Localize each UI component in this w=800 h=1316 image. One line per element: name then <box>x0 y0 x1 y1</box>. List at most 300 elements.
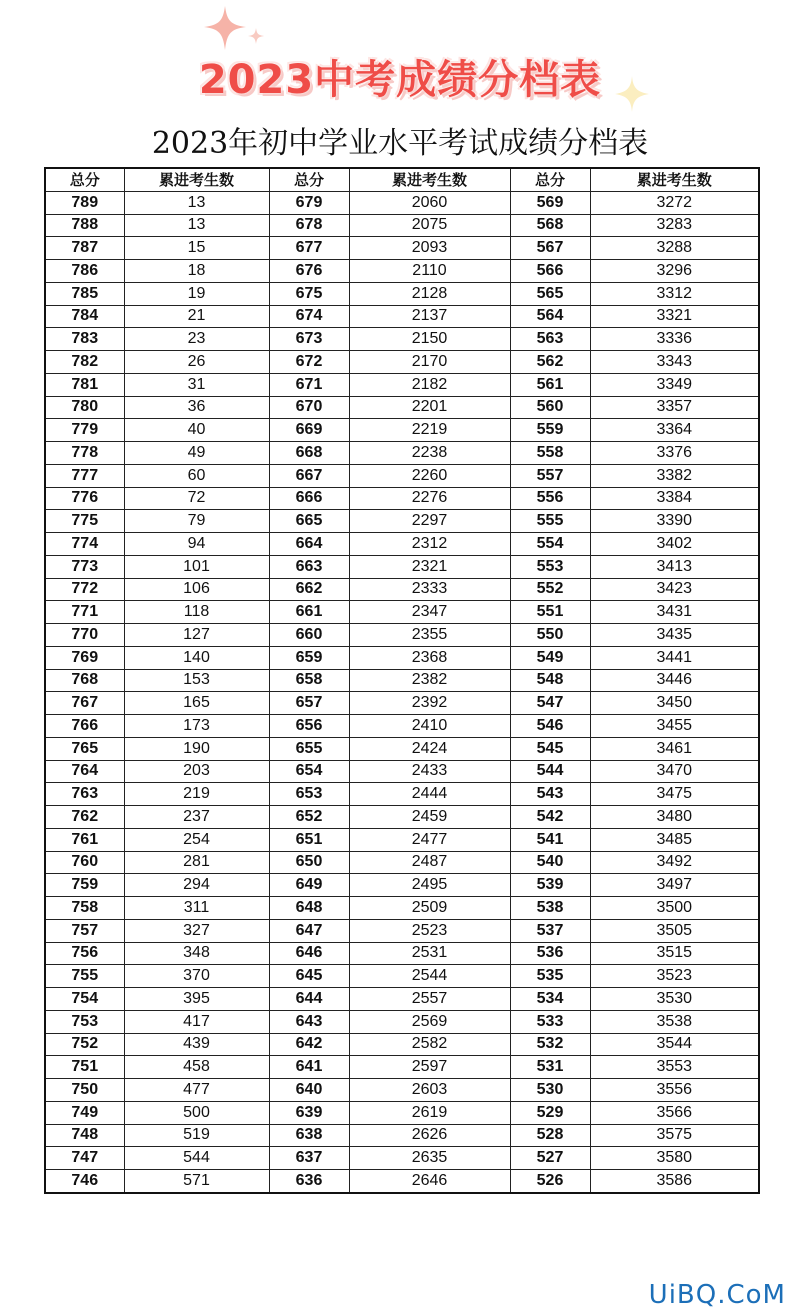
cumulative-count-cell: 3321 <box>590 305 759 328</box>
score-cell: 549 <box>510 646 590 669</box>
cumulative-count-cell: 2368 <box>349 646 510 669</box>
score-cell: 747 <box>45 1147 124 1170</box>
score-cell: 780 <box>45 396 124 419</box>
cumulative-count-cell: 49 <box>124 442 269 465</box>
cumulative-count-cell: 3336 <box>590 328 759 351</box>
cumulative-count-cell: 3272 <box>590 191 759 214</box>
score-cell: 773 <box>45 555 124 578</box>
score-cell: 671 <box>269 373 349 396</box>
cumulative-count-cell: 2355 <box>349 624 510 647</box>
score-cell: 648 <box>269 897 349 920</box>
score-cell: 751 <box>45 1056 124 1079</box>
sparkle-icon <box>200 4 270 54</box>
cumulative-count-cell: 2347 <box>349 601 510 624</box>
cumulative-count-cell: 3515 <box>590 942 759 965</box>
cumulative-count-cell: 2392 <box>349 692 510 715</box>
table-row <box>45 464 759 487</box>
score-cell: 650 <box>269 851 349 874</box>
cumulative-count-cell: 2477 <box>349 828 510 851</box>
cumulative-count-cell: 3461 <box>590 737 759 760</box>
table-row <box>45 305 759 328</box>
cumulative-count-cell: 127 <box>124 624 269 647</box>
score-cell: 668 <box>269 442 349 465</box>
table-row <box>45 260 759 283</box>
score-cell: 669 <box>269 419 349 442</box>
score-cell: 785 <box>45 282 124 305</box>
table-header-row <box>45 168 759 191</box>
score-cell: 542 <box>510 806 590 829</box>
cumulative-count-cell: 3553 <box>590 1056 759 1079</box>
table-row <box>45 237 759 260</box>
cumulative-count-cell: 2201 <box>349 396 510 419</box>
score-cell: 649 <box>269 874 349 897</box>
cumulative-count-cell: 2523 <box>349 919 510 942</box>
table-row <box>45 646 759 669</box>
score-cell: 757 <box>45 919 124 942</box>
cumulative-count-cell: 2619 <box>349 1101 510 1124</box>
cumulative-count-cell: 2410 <box>349 715 510 738</box>
cumulative-count-cell: 3402 <box>590 533 759 556</box>
cumulative-count-cell: 3556 <box>590 1079 759 1102</box>
cumulative-count-cell: 2060 <box>349 191 510 214</box>
cumulative-count-cell: 2597 <box>349 1056 510 1079</box>
score-cell: 527 <box>510 1147 590 1170</box>
cumulative-count-cell: 3566 <box>590 1101 759 1124</box>
cumulative-count-cell: 3485 <box>590 828 759 851</box>
cumulative-count-cell: 26 <box>124 351 269 374</box>
score-cell: 556 <box>510 487 590 510</box>
score-cell: 646 <box>269 942 349 965</box>
cumulative-count-cell: 311 <box>124 897 269 920</box>
table-row <box>45 1101 759 1124</box>
cumulative-count-cell: 2093 <box>349 237 510 260</box>
cumulative-count-cell: 3523 <box>590 965 759 988</box>
table-row <box>45 760 759 783</box>
table-row <box>45 897 759 920</box>
cumulative-count-cell: 40 <box>124 419 269 442</box>
score-cell: 642 <box>269 1033 349 1056</box>
table-row <box>45 1079 759 1102</box>
cumulative-count-cell: 19 <box>124 282 269 305</box>
score-cell: 548 <box>510 669 590 692</box>
cumulative-count-cell: 3296 <box>590 260 759 283</box>
score-cell: 786 <box>45 260 124 283</box>
score-cell: 538 <box>510 897 590 920</box>
score-cell: 643 <box>269 1010 349 1033</box>
table-row <box>45 783 759 806</box>
score-cell: 532 <box>510 1033 590 1056</box>
table-row <box>45 510 759 533</box>
score-cell: 540 <box>510 851 590 874</box>
cumulative-count-cell: 3357 <box>590 396 759 419</box>
score-cell: 782 <box>45 351 124 374</box>
cumulative-count-cell: 3423 <box>590 578 759 601</box>
score-cell: 545 <box>510 737 590 760</box>
cumulative-count-cell: 3413 <box>590 555 759 578</box>
cumulative-count-cell: 3530 <box>590 988 759 1011</box>
table-row <box>45 487 759 510</box>
table-row <box>45 282 759 305</box>
cumulative-count-cell: 3435 <box>590 624 759 647</box>
cumulative-count-cell: 477 <box>124 1079 269 1102</box>
cumulative-count-cell: 2260 <box>349 464 510 487</box>
cumulative-count-cell: 2487 <box>349 851 510 874</box>
cumulative-count-cell: 3497 <box>590 874 759 897</box>
cumulative-count-cell: 2382 <box>349 669 510 692</box>
score-cell: 770 <box>45 624 124 647</box>
score-cell: 772 <box>45 578 124 601</box>
table-row <box>45 442 759 465</box>
score-cell: 679 <box>269 191 349 214</box>
score-cell: 652 <box>269 806 349 829</box>
cumulative-count-cell: 2297 <box>349 510 510 533</box>
score-cell: 758 <box>45 897 124 920</box>
cumulative-count-cell: 519 <box>124 1124 269 1147</box>
score-cell: 661 <box>269 601 349 624</box>
header-total-score: 总分 <box>45 168 124 191</box>
score-cell: 766 <box>45 715 124 738</box>
score-cell: 752 <box>45 1033 124 1056</box>
cumulative-count-cell: 18 <box>124 260 269 283</box>
score-cell: 655 <box>269 737 349 760</box>
table-row <box>45 351 759 374</box>
score-cell: 559 <box>510 419 590 442</box>
score-cell: 788 <box>45 214 124 237</box>
score-cell: 533 <box>510 1010 590 1033</box>
score-cell: 553 <box>510 555 590 578</box>
cumulative-count-cell: 2238 <box>349 442 510 465</box>
table-row <box>45 874 759 897</box>
cumulative-count-cell: 2459 <box>349 806 510 829</box>
score-cell: 789 <box>45 191 124 214</box>
cumulative-count-cell: 348 <box>124 942 269 965</box>
score-cell: 647 <box>269 919 349 942</box>
score-cell: 774 <box>45 533 124 556</box>
score-cell: 749 <box>45 1101 124 1124</box>
table-row <box>45 1147 759 1170</box>
cumulative-count-cell: 500 <box>124 1101 269 1124</box>
cumulative-count-cell: 2170 <box>349 351 510 374</box>
cumulative-count-cell: 237 <box>124 806 269 829</box>
score-cell: 567 <box>510 237 590 260</box>
cumulative-count-cell: 3505 <box>590 919 759 942</box>
cumulative-count-cell: 3586 <box>590 1170 759 1193</box>
cumulative-count-cell: 439 <box>124 1033 269 1056</box>
cumulative-count-cell: 101 <box>124 555 269 578</box>
score-cell: 659 <box>269 646 349 669</box>
cumulative-count-cell: 571 <box>124 1170 269 1193</box>
score-cell: 551 <box>510 601 590 624</box>
score-cell: 672 <box>269 351 349 374</box>
cumulative-count-cell: 2333 <box>349 578 510 601</box>
cumulative-count-cell: 31 <box>124 373 269 396</box>
score-cell: 662 <box>269 578 349 601</box>
score-cell: 636 <box>269 1170 349 1193</box>
score-cell: 637 <box>269 1147 349 1170</box>
score-cell: 537 <box>510 919 590 942</box>
header-cumulative-count: 累进考生数 <box>590 168 759 191</box>
watermark: UiBQ.CoM <box>648 1280 786 1310</box>
cumulative-count-cell: 3349 <box>590 373 759 396</box>
score-cell: 767 <box>45 692 124 715</box>
score-cell: 547 <box>510 692 590 715</box>
cumulative-count-cell: 3500 <box>590 897 759 920</box>
cumulative-count-cell: 13 <box>124 214 269 237</box>
cumulative-count-cell: 3283 <box>590 214 759 237</box>
cumulative-count-cell: 3450 <box>590 692 759 715</box>
cumulative-count-cell: 3312 <box>590 282 759 305</box>
cumulative-count-cell: 3431 <box>590 601 759 624</box>
cumulative-count-cell: 3376 <box>590 442 759 465</box>
cumulative-count-cell: 2626 <box>349 1124 510 1147</box>
cumulative-count-cell: 2424 <box>349 737 510 760</box>
score-cell: 765 <box>45 737 124 760</box>
table-row <box>45 578 759 601</box>
table-row <box>45 396 759 419</box>
cumulative-count-cell: 36 <box>124 396 269 419</box>
score-cell: 541 <box>510 828 590 851</box>
score-cell: 536 <box>510 942 590 965</box>
score-cell: 769 <box>45 646 124 669</box>
score-cell: 645 <box>269 965 349 988</box>
cumulative-count-cell: 190 <box>124 737 269 760</box>
table-row <box>45 1010 759 1033</box>
cumulative-count-cell: 2128 <box>349 282 510 305</box>
score-cell: 779 <box>45 419 124 442</box>
cumulative-count-cell: 153 <box>124 669 269 692</box>
score-cell: 777 <box>45 464 124 487</box>
cumulative-count-cell: 2646 <box>349 1170 510 1193</box>
score-cell: 768 <box>45 669 124 692</box>
cumulative-count-cell: 395 <box>124 988 269 1011</box>
cumulative-count-cell: 254 <box>124 828 269 851</box>
score-cell: 675 <box>269 282 349 305</box>
table-row <box>45 214 759 237</box>
cumulative-count-cell: 327 <box>124 919 269 942</box>
score-cell: 530 <box>510 1079 590 1102</box>
score-cell: 546 <box>510 715 590 738</box>
table-row <box>45 1170 759 1193</box>
score-cell: 561 <box>510 373 590 396</box>
score-cell: 658 <box>269 669 349 692</box>
score-cell: 557 <box>510 464 590 487</box>
cumulative-count-cell: 3455 <box>590 715 759 738</box>
score-cell: 560 <box>510 396 590 419</box>
cumulative-count-cell: 3382 <box>590 464 759 487</box>
table-row <box>45 1124 759 1147</box>
score-cell: 753 <box>45 1010 124 1033</box>
header-total-score: 总分 <box>269 168 349 191</box>
cumulative-count-cell: 140 <box>124 646 269 669</box>
cumulative-count-cell: 370 <box>124 965 269 988</box>
cumulative-count-cell: 2219 <box>349 419 510 442</box>
score-cell: 754 <box>45 988 124 1011</box>
cumulative-count-cell: 72 <box>124 487 269 510</box>
score-cell: 544 <box>510 760 590 783</box>
cumulative-count-cell: 2433 <box>349 760 510 783</box>
score-cell: 764 <box>45 760 124 783</box>
score-cell: 678 <box>269 214 349 237</box>
score-cell: 783 <box>45 328 124 351</box>
score-cell: 667 <box>269 464 349 487</box>
cumulative-count-cell: 2075 <box>349 214 510 237</box>
cumulative-count-cell: 281 <box>124 851 269 874</box>
cumulative-count-cell: 3475 <box>590 783 759 806</box>
score-cell: 673 <box>269 328 349 351</box>
score-cell: 555 <box>510 510 590 533</box>
cumulative-count-cell: 2150 <box>349 328 510 351</box>
cumulative-count-cell: 2312 <box>349 533 510 556</box>
score-cell: 775 <box>45 510 124 533</box>
table-row <box>45 669 759 692</box>
score-cell: 677 <box>269 237 349 260</box>
score-cell: 762 <box>45 806 124 829</box>
cumulative-count-cell: 3364 <box>590 419 759 442</box>
score-cell: 676 <box>269 260 349 283</box>
score-table <box>44 167 760 1194</box>
cumulative-count-cell: 2182 <box>349 373 510 396</box>
score-cell: 760 <box>45 851 124 874</box>
cumulative-count-cell: 13 <box>124 191 269 214</box>
score-cell: 759 <box>45 874 124 897</box>
cumulative-count-cell: 3446 <box>590 669 759 692</box>
cumulative-count-cell: 203 <box>124 760 269 783</box>
cumulative-count-cell: 15 <box>124 237 269 260</box>
score-cell: 781 <box>45 373 124 396</box>
score-cell: 562 <box>510 351 590 374</box>
score-cell: 554 <box>510 533 590 556</box>
score-cell: 641 <box>269 1056 349 1079</box>
table-row <box>45 942 759 965</box>
score-cell: 761 <box>45 828 124 851</box>
score-cell: 656 <box>269 715 349 738</box>
score-cell: 529 <box>510 1101 590 1124</box>
score-cell: 657 <box>269 692 349 715</box>
table-row <box>45 328 759 351</box>
cumulative-count-cell: 417 <box>124 1010 269 1033</box>
cumulative-count-cell: 23 <box>124 328 269 351</box>
score-cell: 763 <box>45 783 124 806</box>
table-row <box>45 1056 759 1079</box>
score-cell: 651 <box>269 828 349 851</box>
cumulative-count-cell: 3470 <box>590 760 759 783</box>
cumulative-count-cell: 544 <box>124 1147 269 1170</box>
cumulative-count-cell: 2582 <box>349 1033 510 1056</box>
score-cell: 778 <box>45 442 124 465</box>
cumulative-count-cell: 2509 <box>349 897 510 920</box>
score-cell: 660 <box>269 624 349 647</box>
header-cumulative-count: 累进考生数 <box>349 168 510 191</box>
cumulative-count-cell: 106 <box>124 578 269 601</box>
table-row <box>45 692 759 715</box>
cumulative-count-cell: 458 <box>124 1056 269 1079</box>
header-total-score: 总分 <box>510 168 590 191</box>
score-cell: 638 <box>269 1124 349 1147</box>
score-cell: 640 <box>269 1079 349 1102</box>
cumulative-count-cell: 3288 <box>590 237 759 260</box>
cumulative-count-cell: 3343 <box>590 351 759 374</box>
score-cell: 755 <box>45 965 124 988</box>
score-cell: 568 <box>510 214 590 237</box>
cumulative-count-cell: 94 <box>124 533 269 556</box>
score-cell: 531 <box>510 1056 590 1079</box>
cumulative-count-cell: 3575 <box>590 1124 759 1147</box>
cumulative-count-cell: 3384 <box>590 487 759 510</box>
score-cell: 543 <box>510 783 590 806</box>
score-cell: 674 <box>269 305 349 328</box>
table-row <box>45 919 759 942</box>
cumulative-count-cell: 2321 <box>349 555 510 578</box>
score-cell: 528 <box>510 1124 590 1147</box>
cumulative-count-cell: 2635 <box>349 1147 510 1170</box>
score-cell: 784 <box>45 305 124 328</box>
table-row <box>45 373 759 396</box>
cumulative-count-cell: 2137 <box>349 305 510 328</box>
score-cell: 535 <box>510 965 590 988</box>
cumulative-count-cell: 2531 <box>349 942 510 965</box>
table-row <box>45 715 759 738</box>
cumulative-count-cell: 3580 <box>590 1147 759 1170</box>
score-cell: 670 <box>269 396 349 419</box>
score-cell: 565 <box>510 282 590 305</box>
score-cell: 665 <box>269 510 349 533</box>
score-cell: 566 <box>510 260 590 283</box>
score-cell: 663 <box>269 555 349 578</box>
cumulative-count-cell: 60 <box>124 464 269 487</box>
cumulative-count-cell: 2603 <box>349 1079 510 1102</box>
table-row <box>45 601 759 624</box>
score-cell: 526 <box>510 1170 590 1193</box>
header-cumulative-count: 累进考生数 <box>124 168 269 191</box>
cumulative-count-cell: 3538 <box>590 1010 759 1033</box>
score-cell: 539 <box>510 874 590 897</box>
table-row <box>45 624 759 647</box>
cumulative-count-cell: 3480 <box>590 806 759 829</box>
table-row <box>45 533 759 556</box>
score-cell: 666 <box>269 487 349 510</box>
cumulative-count-cell: 79 <box>124 510 269 533</box>
table-row <box>45 988 759 1011</box>
cumulative-count-cell: 2557 <box>349 988 510 1011</box>
cumulative-count-cell: 118 <box>124 601 269 624</box>
cumulative-count-cell: 3390 <box>590 510 759 533</box>
table-row <box>45 191 759 214</box>
cumulative-count-cell: 3441 <box>590 646 759 669</box>
cumulative-count-cell: 219 <box>124 783 269 806</box>
table-row <box>45 828 759 851</box>
score-cell: 644 <box>269 988 349 1011</box>
table-row <box>45 419 759 442</box>
cumulative-count-cell: 2276 <box>349 487 510 510</box>
cumulative-count-cell: 3544 <box>590 1033 759 1056</box>
score-cell: 776 <box>45 487 124 510</box>
score-cell: 569 <box>510 191 590 214</box>
table-row <box>45 1033 759 1056</box>
score-cell: 563 <box>510 328 590 351</box>
score-cell: 653 <box>269 783 349 806</box>
score-cell: 787 <box>45 237 124 260</box>
score-cell: 748 <box>45 1124 124 1147</box>
cumulative-count-cell: 165 <box>124 692 269 715</box>
cumulative-count-cell: 2110 <box>349 260 510 283</box>
cumulative-count-cell: 21 <box>124 305 269 328</box>
cumulative-count-cell: 173 <box>124 715 269 738</box>
table-row <box>45 965 759 988</box>
table-row <box>45 555 759 578</box>
score-cell: 654 <box>269 760 349 783</box>
table-row <box>45 851 759 874</box>
score-table-body <box>45 191 759 1193</box>
